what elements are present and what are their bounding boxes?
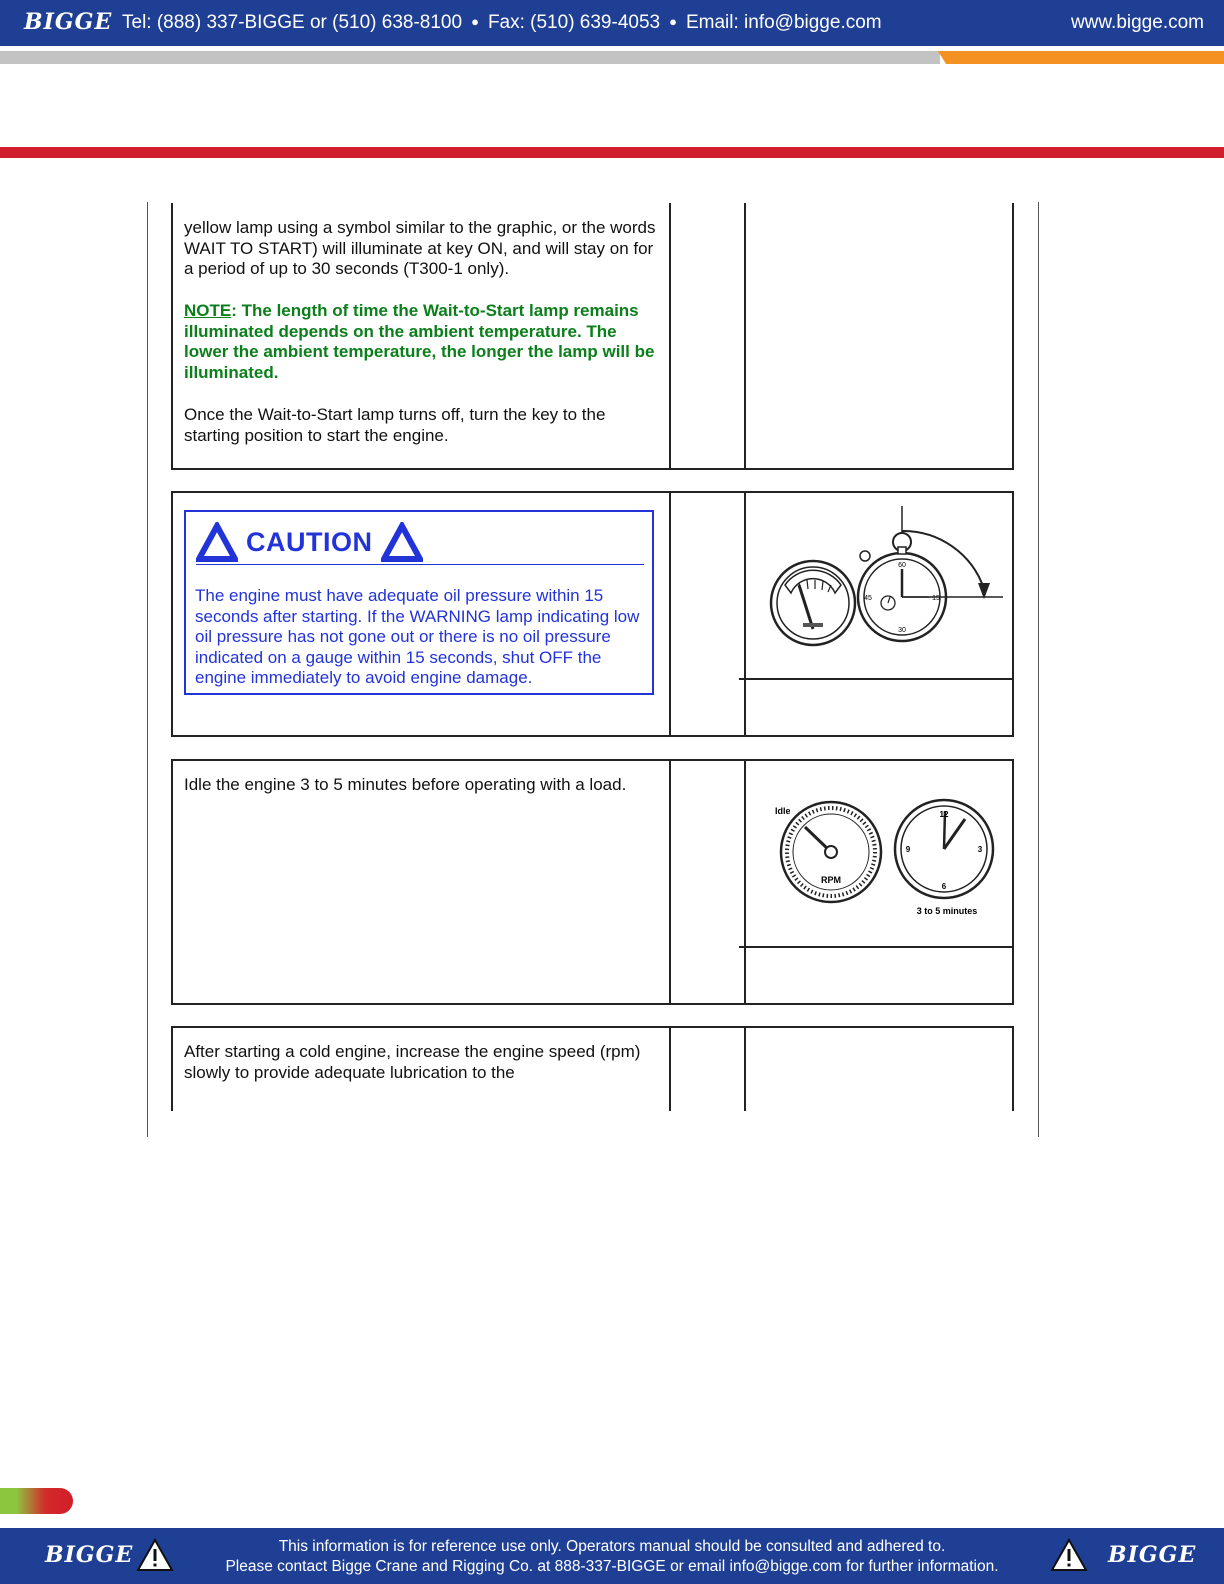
duration-label: 3 to 5 minutes	[916, 906, 978, 916]
caution-box	[184, 510, 654, 695]
page-border-left	[147, 202, 148, 1137]
note-body: : The length of time the Wait-to-Start lamp remains illuminated depends on the ambient temperature. The lower the ambient temperature, the longer the lamp will be illuminated.	[184, 301, 655, 382]
clock-mark: 12	[939, 810, 949, 819]
column-divider	[669, 761, 671, 1003]
idle-figure	[755, 769, 1013, 939]
stopwatch-mark: 60	[898, 562, 906, 569]
idle-label: Idle	[775, 806, 791, 816]
website-link[interactable]: www.bigge.com	[1070, 12, 1204, 33]
warning-triangle-icon	[136, 1537, 174, 1573]
manual-row-cold-engine	[171, 1026, 1014, 1111]
stopwatch-icon	[858, 533, 946, 641]
bullet-icon: ●	[669, 14, 677, 29]
manual-row-oil-pressure	[171, 491, 1014, 737]
caution-header	[196, 520, 644, 565]
manual-row-idle-engine	[171, 759, 1014, 1005]
footer-line: Please contact Bigge Crane and Rigging Co. at 888-337-BIGGE or email info@bigge.com for further information.	[225, 1558, 999, 1575]
stopwatch-mark: 15	[932, 595, 940, 602]
footer-line: This information is for reference use only. Operators manual should be consulted and adhered to.	[278, 1538, 946, 1555]
column-divider	[669, 1028, 671, 1111]
figure-caption-divider	[739, 678, 1014, 680]
email-link[interactable]: Email: info@bigge.com	[685, 12, 882, 33]
warning-triangle-icon	[196, 522, 238, 562]
tachometer-icon	[781, 802, 881, 902]
row-text: Idle the engine 3 to 5 minutes before operating with a load.	[184, 775, 627, 794]
header-bar	[0, 0, 1224, 46]
footer-bar	[0, 1528, 1224, 1584]
oil-pressure-gauge-icon	[771, 561, 855, 645]
column-divider	[744, 203, 746, 468]
clock-mark: 6	[941, 882, 947, 891]
red-divider-bar	[0, 147, 1224, 158]
row-text: After starting a cold engine, increase the engine speed (rpm) slowly to provide adequate lubrication to the	[184, 1042, 641, 1082]
note-label: NOTE	[184, 301, 232, 320]
row-text: Once the Wait-to-Start lamp turns off, turn the key to the starting position to start the engine.	[184, 405, 606, 445]
caution-text: The engine must have adequate oil pressure within 15 seconds after starting. If the WARNING lamp indicating low oil pressure has not gone out or there is no oil pressure indicated on a gauge within 15 seconds, shut OFF the engine immediately to avoid engine damage.	[195, 586, 640, 687]
manual-row-wait-to-start	[171, 203, 1014, 470]
note-text	[184, 301, 664, 383]
fax-text: Fax: (510) 639-4053	[487, 12, 661, 33]
page-border-right	[1038, 202, 1039, 1137]
column-divider	[744, 493, 746, 735]
clock-mark: 9	[905, 845, 911, 854]
clock-icon	[895, 800, 993, 898]
column-divider	[669, 203, 671, 468]
stopwatch-mark: 30	[898, 627, 906, 634]
orange-accent-bar	[938, 51, 1224, 64]
column-divider	[744, 761, 746, 1003]
bigge-logo[interactable]: BIGGE	[1108, 1542, 1197, 1568]
footer-disclaimer	[180, 1537, 1044, 1577]
rpm-label: RPM	[821, 875, 841, 885]
stopwatch-mark: 45	[864, 595, 872, 602]
caution-title: CAUTION	[246, 526, 373, 557]
oil-pressure-figure	[755, 501, 1013, 671]
figure-caption-divider	[739, 946, 1014, 948]
clock-mark: 3	[977, 845, 983, 854]
bigge-logo[interactable]: BIGGE	[24, 9, 113, 35]
contact-info	[122, 12, 882, 34]
column-divider	[669, 493, 671, 735]
grey-accent-bar	[0, 51, 940, 64]
warning-triangle-icon	[1050, 1537, 1088, 1573]
warning-triangle-icon	[381, 522, 423, 562]
bigge-logo[interactable]: BIGGE	[45, 1542, 134, 1568]
row-text: yellow lamp using a symbol similar to the graphic, or the words WAIT TO START) will illuminate at key ON, and will stay on for a period of up to 30 seconds (T300-1 only).	[184, 218, 656, 278]
side-color-tab	[0, 1488, 73, 1514]
bullet-icon: ●	[471, 14, 479, 29]
phone-text: Tel: (888) 337-BIGGE or (510) 638-8100	[122, 12, 463, 33]
column-divider	[744, 1028, 746, 1111]
